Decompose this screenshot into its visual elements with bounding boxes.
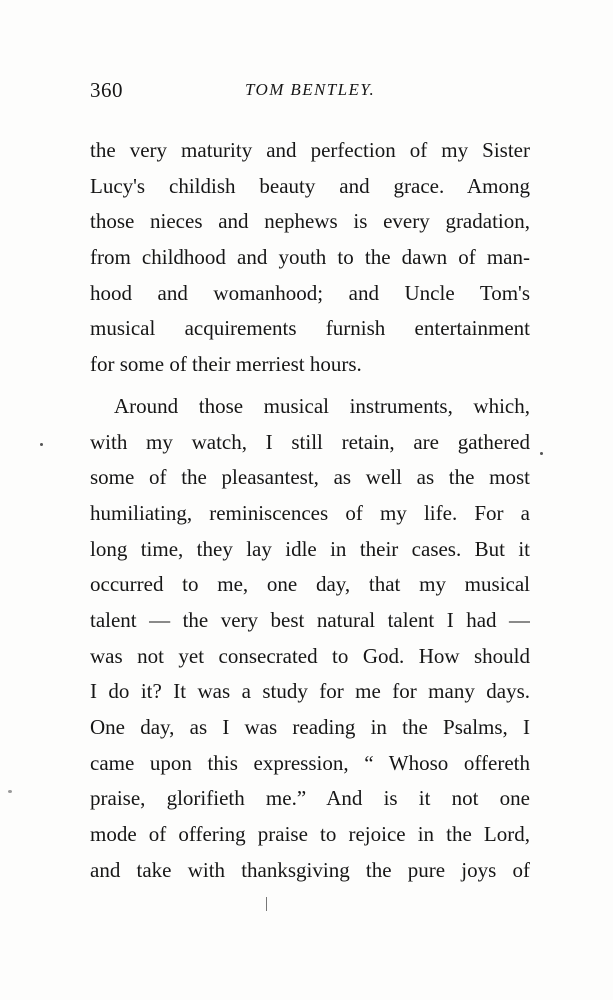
text-line: talent — the very best natural talent I had — [90,607,530,632]
text-line: humiliating, reminiscences of my life. For a [90,500,530,525]
text-line: hood and womanhood; and Uncle Tom's [90,280,530,305]
text-line: musical acquirements furnish entertainment [90,316,530,341]
text-line: long time, they lay idle in their cases. But it [90,536,530,561]
text-line: and take with thanksgiving the pure joys of [90,857,530,882]
text-line: praise, glorifieth me.” And is it not one [90,786,530,811]
text-line: with my watch, I still retain, are gathered [90,429,530,454]
text-line: those nieces and nephews is every gradation, [90,209,530,234]
text-line: I do it? It was a study for me for many days. [90,679,530,704]
text-line: from childhood and youth to the dawn of man- [90,245,530,270]
scan-speck [266,897,267,911]
page-number: 360 [90,78,123,102]
text-line: the very maturity and perfection of my Sister [90,138,530,162]
scan-speck [40,443,43,446]
text-line: some of the pleasantest, as well as the most [90,465,530,490]
scan-speck [540,452,543,455]
text-line: Lucy's childish beauty and grace. Among [90,173,530,198]
text-line: was not yet consecrated to God. How should [90,643,530,668]
text-line: for some of their merriest hours. [90,352,362,377]
text-line: occurred to me, one day, that my musical [90,572,530,597]
scan-speck [8,790,12,793]
text-line: Around those musical instruments, which, [114,393,530,418]
text-line: came upon this expression, “ Whoso offereth [90,750,530,775]
page-header [90,78,530,108]
running-title: TOM BENTLEY. [245,80,376,99]
body-text [90,133,530,888]
text-line: One day, as I was reading in the Psalms, I [90,715,530,739]
text-line: mode of offering praise to rejoice in the Lord, [90,822,530,847]
